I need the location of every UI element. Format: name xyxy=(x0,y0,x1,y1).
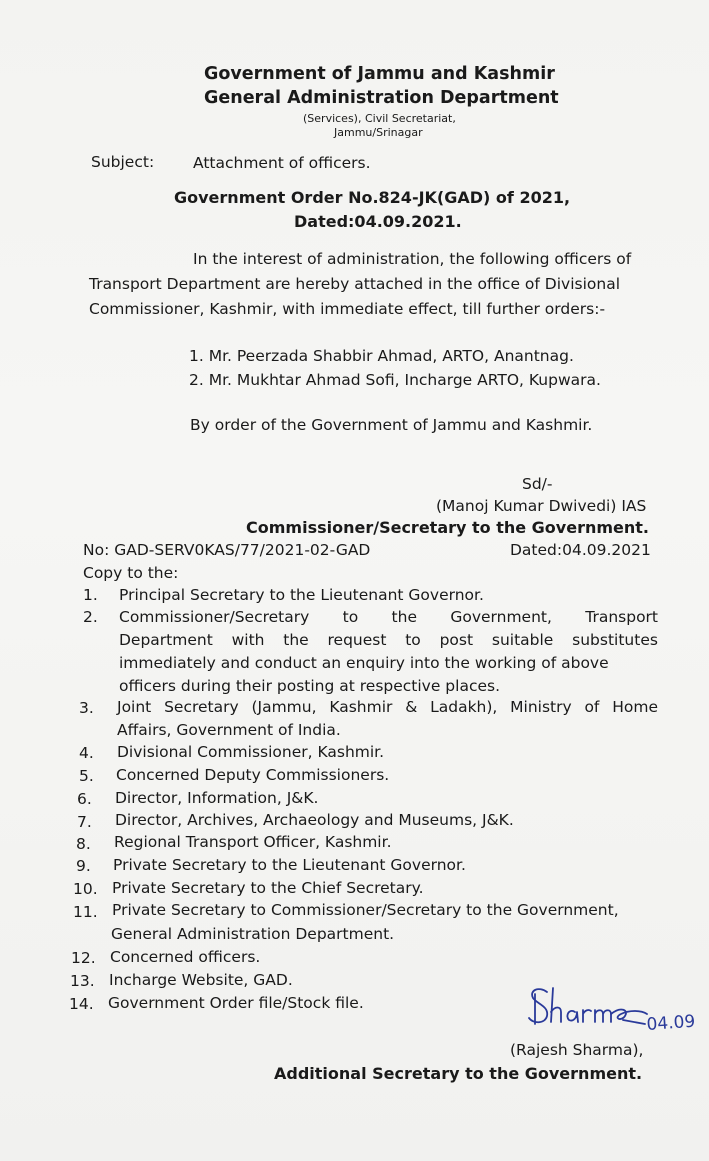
copy-item: Government Order file/Stock file. xyxy=(108,994,364,1012)
copy-number: 11. xyxy=(73,903,98,921)
handwritten-signature xyxy=(525,980,709,1038)
signatory-title: Additional Secretary to the Government. xyxy=(274,1064,643,1083)
copy-number: 4. xyxy=(79,744,94,762)
header-services: (Services), Civil Secretariat, xyxy=(303,112,456,125)
copy-item: Concerned officers. xyxy=(110,948,261,966)
body-line-2: Transport Department are hereby attached in the office of Divisional xyxy=(89,275,620,293)
copy-item-line: immediately and conduct an enquiry into the working of above xyxy=(119,654,609,672)
copy-item: Private Secretary to Commissioner/Secretary to the Government, xyxy=(112,901,619,919)
subject-label: Subject: xyxy=(91,153,155,171)
by-order-line: By order of the Government of Jammu and Kashmir. xyxy=(190,416,593,434)
officer-item: 2. Mr. Mukhtar Ahmad Sofi, Incharge ARTO, Kupwara. xyxy=(189,371,601,389)
copy-item-line: officers during their posting at respective places. xyxy=(119,677,501,695)
copy-number: 13. xyxy=(70,972,95,990)
sd-mark: Sd/- xyxy=(522,475,553,493)
handwritten-date: 04.09 xyxy=(645,1011,696,1035)
copy-number: 1. xyxy=(83,586,98,604)
copy-number: 3. xyxy=(79,699,94,717)
copy-to-heading: Copy to the: xyxy=(83,564,179,582)
copy-number: 14. xyxy=(69,995,94,1013)
header-location: Jammu/Srinagar xyxy=(334,126,423,139)
copy-number: 6. xyxy=(77,790,92,808)
copy-item-line: Department with the request to post suitable substitutes xyxy=(119,631,658,649)
copy-number: 2. xyxy=(83,608,98,626)
signatory-title: Commissioner/Secretary to the Government. xyxy=(246,518,649,537)
copy-item: Private Secretary to the Lieutenant Governor. xyxy=(113,856,466,874)
signatory-name: (Manoj Kumar Dwivedi) IAS xyxy=(436,497,647,515)
copy-number: 9. xyxy=(76,857,91,875)
reference-number: No: GAD-SERV0KAS/77/2021-02-GAD xyxy=(83,541,371,559)
copy-item: Director, Information, J&K. xyxy=(115,789,319,807)
copy-number: 5. xyxy=(79,767,94,785)
copy-item: Director, Archives, Archaeology and Museums, J&K. xyxy=(115,811,514,829)
copy-number: 7. xyxy=(77,813,92,831)
order-number: Government Order No.824-JK(GAD) of 2021, xyxy=(174,188,571,207)
copy-number: 8. xyxy=(76,835,91,853)
copy-item: Incharge Website, GAD. xyxy=(109,971,293,989)
reference-date: Dated:04.09.2021 xyxy=(510,541,651,559)
copy-item-line: Affairs, Government of India. xyxy=(117,721,341,739)
copy-number: 12. xyxy=(71,949,96,967)
copy-item: Divisional Commissioner, Kashmir. xyxy=(117,743,385,761)
body-line-3: Commissioner, Kashmir, with immediate effect, till further orders:- xyxy=(89,300,606,318)
header-department: General Administration Department xyxy=(204,88,559,108)
copy-number: 10. xyxy=(73,880,98,898)
header-government: Government of Jammu and Kashmir xyxy=(204,64,555,84)
copy-item-line: Commissioner/Secretary to the Government, Transport xyxy=(119,608,658,626)
copy-item: Regional Transport Officer, Kashmir. xyxy=(114,833,392,851)
signatory-name: (Rajesh Sharma), xyxy=(510,1041,644,1059)
body-line-1: In the interest of administration, the following officers of xyxy=(193,250,632,268)
copy-item: Concerned Deputy Commissioners. xyxy=(116,766,390,784)
subject-text: Attachment of officers. xyxy=(193,154,371,172)
copy-item-line: General Administration Department. xyxy=(111,925,395,943)
copy-item: Principal Secretary to the Lieutenant Governor. xyxy=(119,586,484,604)
copy-item-line: Joint Secretary (Jammu, Kashmir & Ladakh), Ministry of Home xyxy=(117,698,658,716)
order-date: Dated:04.09.2021. xyxy=(294,212,462,231)
officer-item: 1. Mr. Peerzada Shabbir Ahmad, ARTO, Anantnag. xyxy=(189,347,574,365)
copy-item: Private Secretary to the Chief Secretary. xyxy=(112,879,424,897)
